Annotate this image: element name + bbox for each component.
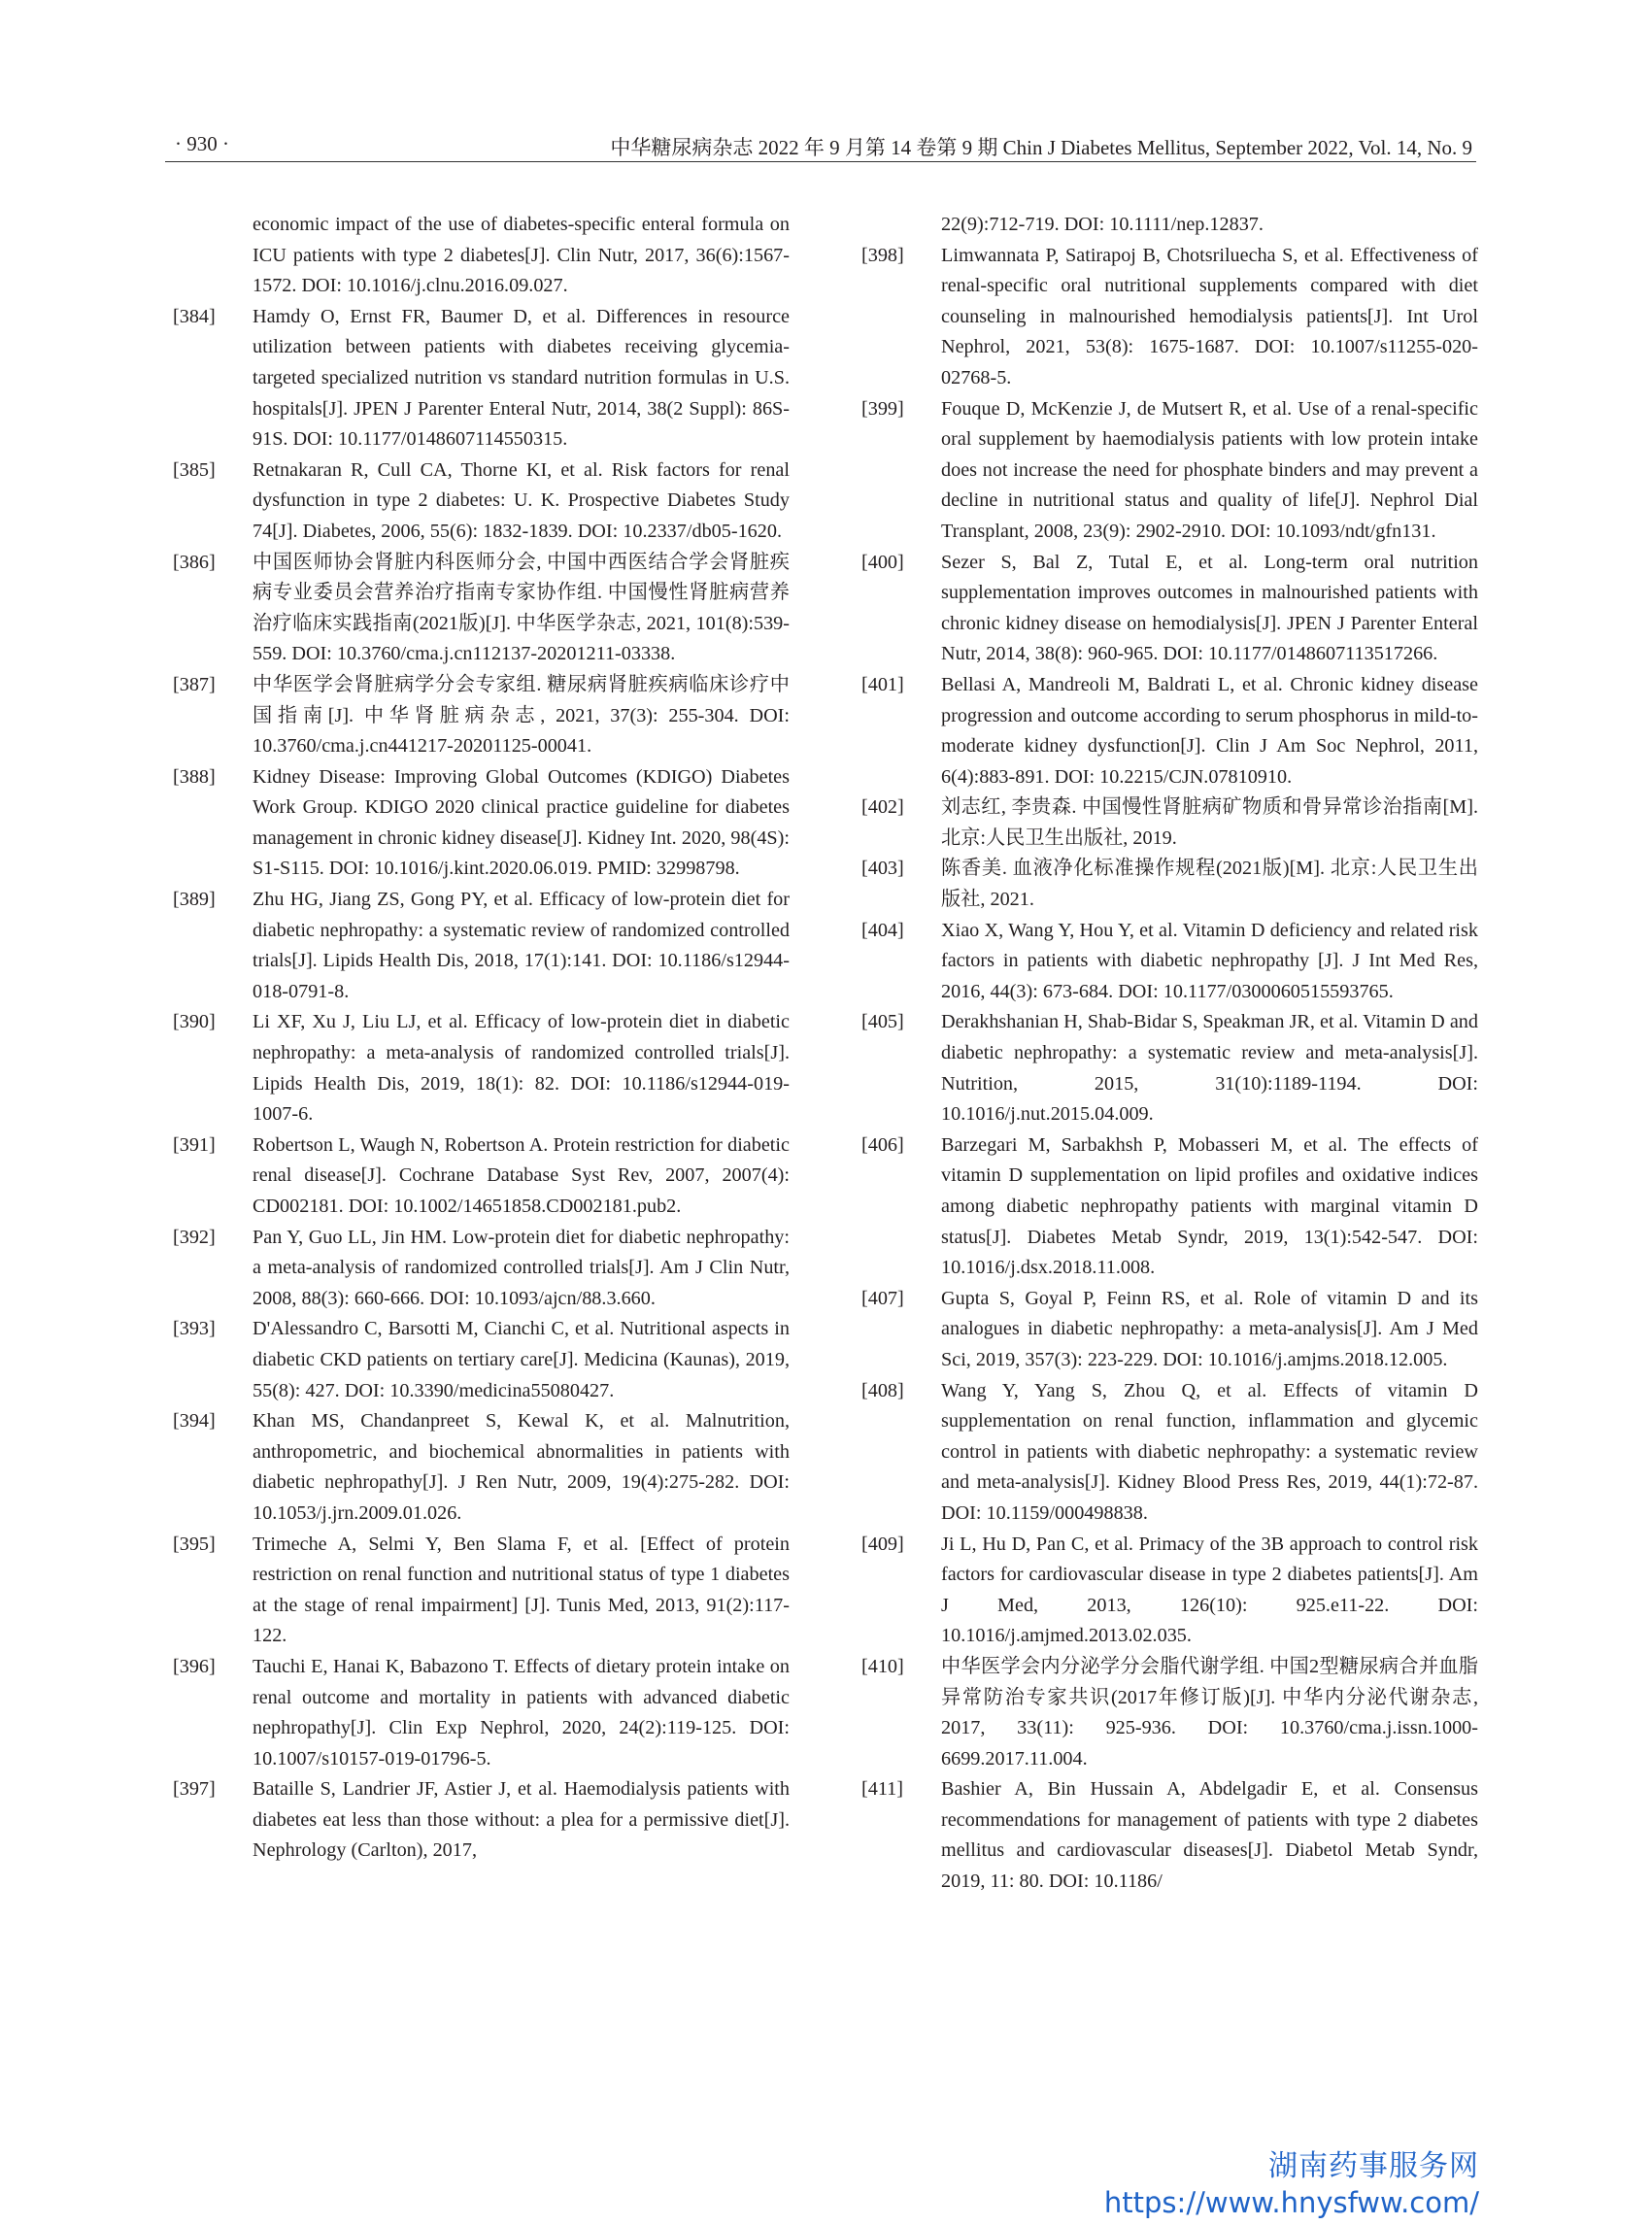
reference-text: Derakhshanian H, Shab-Bidar S, Speakman JR, et al. Vitamin D and diabetic nephropathy: a systematic review and meta-analysis[J]. Nutrition, 2015, 31(10):1189-1194. DOI: 10.1016/j.nut.2015.04.009. [941,1011,1478,1126]
reference-number: [408] [861,1379,904,1401]
reference-number: [410] [861,1655,904,1677]
reference-entry [173,302,790,455]
reference-entry [173,1530,790,1652]
reference-entry [861,1130,1478,1284]
reference-text: Sezer S, Bal Z, Tutal E, et al. Long-term oral nutrition supplementation improves outcomes in malnourished patients with chronic kidney disease on hemodialysis[J]. JPEN J Parenter Enteral Nutr, 2014, 38(8): 960-965. DOI: 10.1177/0148607113517266. [941,551,1478,665]
reference-entry [173,1314,790,1406]
reference-text: D'Alessandro C, Barsotti M, Cianchi C, et al. Nutritional aspects in diabetic CKD patients on tertiary care[J]. Medicina (Kaunas), 2019, 55(8): 427. DOI: 10.3390/medicina55080427. [253,1318,790,1401]
reference-entry [173,762,790,885]
reference-number: [394] [173,1410,216,1433]
reference-text: Retnakaran R, Cull CA, Thorne KI, et al. Risk factors for renal dysfunction in type 2 diabetes: U. K. Prospective Diabetes Study 74[J]. Diabetes, 2006, 55(6): 1832-1839. DOI: 10.2337/db05-1620. [253,458,790,542]
reference-text: Robertson L, Waugh N, Robertson A. Protein restriction for diabetic renal disease[J]. Cochrane Database Syst Rev, 2007, 2007(4): CD002181. DOI: 10.1002/14651858.CD002181.pub2. [253,1133,790,1217]
reference-text: Bashier A, Bin Hussain A, Abdelgadir E, et al. Consensus recommendations for management of patients with type 2 diabetes mellitus and cardiovascular diseases[J]. Diabetol Metab Syndr, 2019, 11: 80. DOI: 10.1186/ [941,1778,1478,1893]
reference-number: [400] [861,551,904,573]
reference-entry [861,1774,1478,1897]
reference-number: [401] [861,673,904,695]
reference-entry [173,455,790,548]
reference-text: Gupta S, Goyal P, Feinn RS, et al. Role of vitamin D and its analogues in diabetic nephropathy: a meta-analysis[J]. Am J Med Sci, 2019, 357(3): 223-229. DOI: 10.1016/j.amjms.2018.12.005. [941,1287,1478,1370]
reference-number: [387] [173,673,216,695]
reference-number: [409] [861,1533,904,1555]
reference-text: economic impact of the use of diabetes-specific enteral formula on ICU patients with type 2 diabetes[J]. Clin Nutr, 2017, 36(6):1567-1572. DOI: 10.1016/j.clnu.2016.09.027. [253,214,790,297]
reference-number: [403] [861,858,904,880]
reference-number: [385] [173,458,216,481]
reference-number: [392] [173,1226,216,1248]
page-number: · 930 · [175,132,229,155]
reference-text: Kidney Disease: Improving Global Outcomes (KDIGO) Diabetes Work Group. KDIGO 2020 clinical practice guideline for diabetes management in chronic kidney disease[J]. Kidney Int. 2020, 98(4S): S1-S115. DOI: 10.1016/j.kint.2020.06.019. PMID: 32998798. [253,765,790,880]
reference-entry [861,548,1478,670]
reference-column-right [861,210,1478,1898]
reference-text: Bataille S, Landrier JF, Astier J, et al. Haemodialysis patients with diabetes eat less than those without: a plea for a permissive diet[J]. Nephrology (Carlton), 2017, [253,1778,790,1862]
reference-text: Barzegari M, Sarbakhsh P, Mobasseri M, et al. The effects of vitamin D supplementation on lipid profiles and oxidative indices among diabetic nephropathy patients with marginal vitamin D status[J]. Diabetes Metab Syndr, 2019, 13(1):542-547. DOI: 10.1016/j.dsx.2018.11.008. [941,1133,1478,1279]
reference-text: 陈香美. 血液净化标准操作规程(2021版)[M]. 北京:人民卫生出版社, 2021. [941,858,1478,911]
reference-entry [173,1652,790,1774]
reference-number: [389] [173,889,216,911]
reference-entry [173,1223,790,1315]
watermark-url[interactable]: https://www.hnysfww.com/ [1103,2186,1479,2219]
reference-entry [861,1284,1478,1376]
reference-number: [388] [173,765,216,788]
reference-number: [405] [861,1011,904,1033]
reference-entry [173,548,790,670]
reference-text: 22(9):712-719. DOI: 10.1111/nep.12837. [941,214,1264,235]
reference-number: [386] [173,551,216,573]
reference-entry [173,670,790,762]
reference-number: [396] [173,1655,216,1677]
reference-number: [393] [173,1318,216,1340]
watermark-title: 湖南药事服务网 [1268,2149,1479,2183]
reference-text: Xiao X, Wang Y, Hou Y, et al. Vitamin D deficiency and related risk factors in patients with diabetic nephropathy [J]. J Int Med Res, 2016, 44(3): 673-684. DOI: 10.1177/0300060515593765. [941,919,1478,1002]
reference-number: [395] [173,1533,216,1555]
reference-text: 刘志红, 李贵森. 中国慢性肾脏病矿物质和骨异常诊治指南[M]. 北京:人民卫生出版社, 2019. [941,796,1478,849]
reference-entry [861,241,1478,394]
watermark [1104,2148,1479,2220]
reference-text: Li XF, Xu J, Liu LJ, et al. Efficacy of low-protein diet in diabetic nephropathy: a meta-analysis of randomized controlled trials[J]. Lipids Health Dis, 2019, 18(1): 82. DOI: 10.1186/s12944-019-1007-6. [253,1011,790,1126]
reference-entry [173,1007,790,1129]
reference-entry [861,1530,1478,1652]
reference-entry [861,854,1478,915]
reference-number: [407] [861,1287,904,1309]
reference-number: [398] [861,244,904,266]
reference-number: [391] [173,1133,216,1156]
reference-text: Hamdy O, Ernst FR, Baumer D, et al. Differences in resource utilization between patients with diabetes receiving glycemia-targeted specialized nutrition vs standard nutrition formulas in U.S. hospitals[J]. JPEN J Parenter Enteral Nutr, 2014, 38(2 Suppl): 86S-91S. DOI: 10.1177/0148607114550315. [253,305,790,451]
reference-entry [173,1774,790,1867]
reference-number: [411] [861,1778,903,1801]
reference-text: Pan Y, Guo LL, Jin HM. Low-protein diet for diabetic nephropathy: a meta-analysis of randomized controlled trials[J]. Am J Clin Nutr, 2008, 88(3): 660-666. DOI: 10.1093/ajcn/88.3.660. [253,1226,790,1309]
reference-text: Fouque D, McKenzie J, de Mutsert R, et al. Use of a renal-specific oral supplement by haemodialysis patients with low protein intake does not increase the need for phosphate binders and may prevent a decline in nutritional status and quality of life[J]. Nephrol Dial Transplant, 2008, 23(9): 2902-2910. DOI: 10.1093/ndt/gfn131. [941,397,1478,542]
reference-number: [402] [861,796,904,819]
reference-entry [173,1406,790,1529]
reference-number: [397] [173,1778,216,1801]
reference-entry [861,792,1478,854]
running-header [165,132,1476,162]
reference-text: Ji L, Hu D, Pan C, et al. Primacy of the 3B approach to control risk factors for cardiovascular disease in type 2 diabetes patients[J]. Am J Med, 2013, 126(10): 925.e11-22. DOI: 10.1016/j.amjmed.2013.02.035. [941,1533,1478,1647]
reference-text: Tauchi E, Hanai K, Babazono T. Effects of dietary protein intake on renal outcome and mortality in patients with advanced diabetic nephropathy[J]. Clin Exp Nephrol, 2020, 24(2):119-125. DOI: 10.1007/s10157-019-01796-5. [253,1655,790,1770]
reference-entry [861,1652,1478,1774]
reference-entry [861,394,1478,548]
reference-text: 中华医学会内分泌学分会脂代谢学组. 中国2型糖尿病合并血脂异常防治专家共识(2017年修订版)[J]. 中华内分泌代谢杂志, 2017, 33(11): 925-936. DOI: 10.3760/cma.j.issn.1000-6699.2017.11.004. [941,1655,1478,1770]
reference-entry [173,210,790,302]
reference-text: Trimeche A, Selmi Y, Ben Slama F, et al. [Effect of protein restriction on renal function and nutritional status of type 1 diabetes at the stage of renal impairment] [J]. Tunis Med, 2013, 91(2):117-122. [253,1533,790,1647]
reference-text: Bellasi A, Mandreoli M, Baldrati L, et al. Chronic kidney disease progression and outcome according to serum phosphorus in mild-to-moderate kidney dysfunction[J]. Clin J Am Soc Nephrol, 2011, 6(4):883-891. DOI: 10.2215/CJN.07810910. [941,673,1478,788]
reference-number: [384] [173,305,216,327]
reference-entry [861,670,1478,792]
journal-info: 中华糖尿病杂志 2022 年 9 月第 14 卷第 9 期 Chin J Diabetes Mellitus, September 2022, Vol. 14, No. 9 [610,136,1472,159]
reference-entry [861,916,1478,1008]
reference-number: [390] [173,1011,216,1033]
reference-text: Limwannata P, Satirapoj B, Chotsriluecha S, et al. Effectiveness of renal-specific oral nutritional supplements compared with diet counseling in malnourished hemodialysis patients[J]. Int Urol Nephrol, 2021, 53(8): 1675-1687. DOI: 10.1007/s11255-020-02768-5. [941,244,1478,388]
reference-entry [173,1130,790,1223]
reference-text: Zhu HG, Jiang ZS, Gong PY, et al. Efficacy of low-protein diet for diabetic nephropathy: a systematic review of randomized controlled trials[J]. Lipids Health Dis, 2018, 17(1):141. DOI: 10.1186/s12944-018-0791-8. [253,889,790,1002]
reference-column-left [173,210,790,1867]
reference-entry [173,885,790,1007]
reference-number: [404] [861,919,904,941]
reference-number: [406] [861,1133,904,1156]
reference-entry [861,210,1478,241]
reference-number: [399] [861,397,904,420]
reference-text: Wang Y, Yang S, Zhou Q, et al. Effects of vitamin D supplementation on renal function, inflammation and glycemic control in patients with diabetic nephropathy: a systematic review and meta-analysis[J]. Kidney Blood Press Res, 2019, 44(1):72-87. DOI: 10.1159/000498838. [941,1379,1478,1524]
reference-entry [861,1376,1478,1530]
reference-text: 中华医学会肾脏病学分会专家组. 糖尿病肾脏疾病临床诊疗中国指南[J]. 中华肾脏病杂志, 2021, 37(3): 255-304. DOI: 10.3760/cma.j.cn441217-20201125-00041. [253,673,790,758]
reference-entry [861,1007,1478,1129]
reference-text: Khan MS, Chandanpreet S, Kewal K, et al. Malnutrition, anthropometric, and biochemical abnormalities in patients with diabetic nephropathy[J]. J Ren Nutr, 2009, 19(4):275-282. DOI: 10.1053/j.jrn.2009.01.026. [253,1410,790,1524]
reference-text: 中国医师协会肾脏内科医师分会, 中国中西医结合学会肾脏疾病专业委员会营养治疗指南专家协作组. 中国慢性肾脏病营养治疗临床实践指南(2021版)[J]. 中华医学杂志, 2021, 101(8):539-559. DOI: 10.3760/cma.j.cn112137-20201211-03338. [253,551,790,665]
